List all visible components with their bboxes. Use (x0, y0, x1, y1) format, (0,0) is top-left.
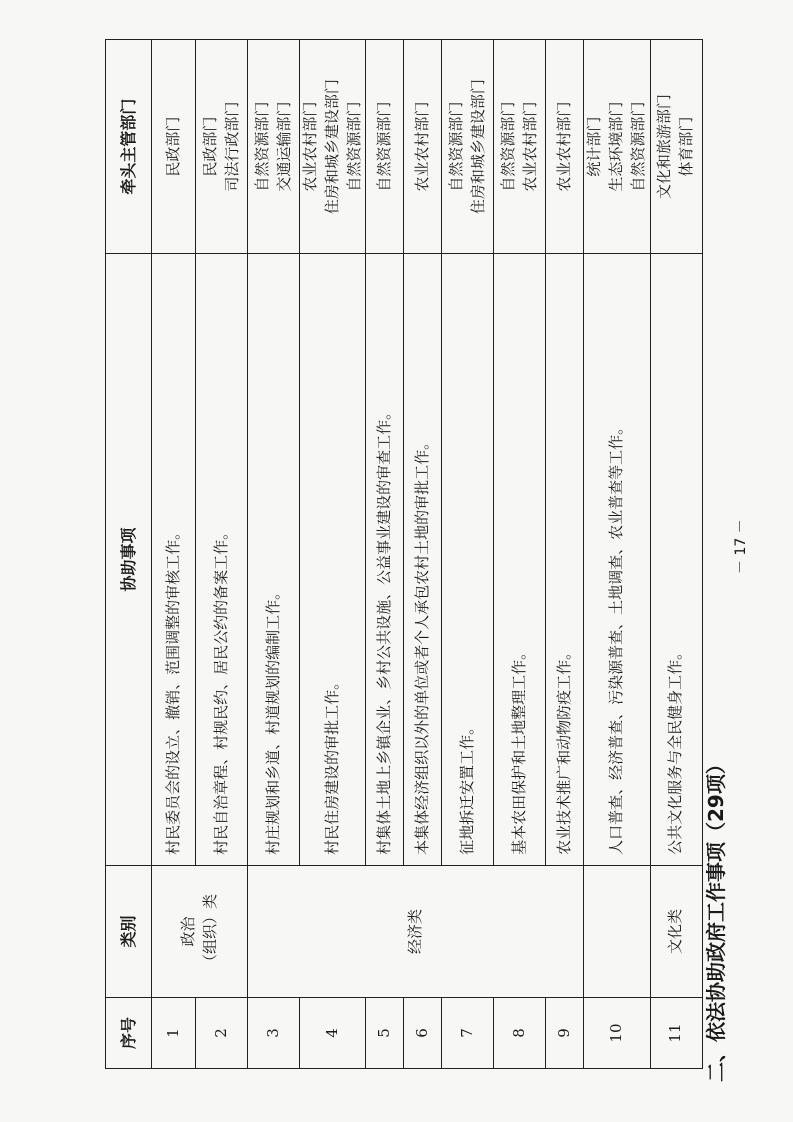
row-no: 4 (300, 998, 366, 1069)
row-item: 村集体土地上乡镇企业、乡村公共设施、公益事业建设的审查工作。 (366, 254, 404, 866)
row-dept (650, 40, 702, 254)
row-dept (152, 40, 196, 254)
dept-line: 住房和城乡建设部门 (322, 79, 341, 215)
row-no: 6 (404, 998, 442, 1069)
category-culture: 文化类 (650, 865, 702, 997)
row-item: 村民委员会的设立、撤销、范围调整的审核工作。 (152, 254, 196, 866)
header-category: 类别 (106, 865, 152, 997)
table-row (650, 40, 702, 1069)
row-no: 3 (248, 998, 300, 1069)
row-dept (494, 40, 546, 254)
row-no: 2 (196, 998, 248, 1069)
header-no: 序号 (106, 998, 152, 1069)
dept-line: 农业农村部门 (520, 101, 539, 192)
row-no: 8 (494, 998, 546, 1069)
dept-line: 体育部门 (677, 116, 695, 177)
row-dept (546, 40, 584, 254)
table-row (152, 40, 196, 1069)
category-label: （组织）类 (200, 893, 219, 969)
row-item: 村民住房建设的审批工作。 (300, 254, 366, 866)
row-item: 村庄规划和乡道、村道规划的编制工作。 (248, 254, 300, 866)
row-no: 5 (366, 998, 404, 1069)
dept-line: 统计部门 (585, 116, 604, 177)
row-dept (196, 40, 248, 254)
dept-line: 民政部门 (163, 116, 182, 177)
row-dept (300, 40, 366, 254)
dept-line: 农业农村部门 (301, 101, 319, 192)
dept-line: 自然资源部门 (252, 101, 271, 192)
table-row (584, 40, 650, 1069)
dept-line: 自然资源部门 (499, 101, 517, 192)
category-label: 政治 (178, 916, 197, 947)
row-item: 基本农田保护和土地整理工作。 (494, 254, 546, 866)
table-row (248, 40, 300, 1069)
category-politics (152, 865, 248, 997)
dept-line: 文化和旅游部门 (655, 94, 674, 200)
row-item: 公共文化服务与全民健身工作。 (650, 254, 702, 866)
row-dept (584, 40, 650, 254)
header-dept: 牵头主管部门 (106, 40, 152, 254)
dept-line: 自然资源部门 (628, 101, 647, 192)
row-item: 本集体经济组织以外的单位或者个人承包农村土地的审批工作。 (404, 254, 442, 866)
category-empty (584, 865, 650, 997)
row-dept (366, 40, 404, 254)
row-no: 1 (152, 998, 196, 1069)
row-item: 村民自治章程、村规民约、居民公约的备案工作。 (196, 254, 248, 866)
row-no: 10 (584, 998, 650, 1069)
dept-line: 农业农村部门 (412, 101, 431, 192)
assistance-items-table (105, 39, 703, 1069)
dept-line: 自然资源部门 (344, 101, 363, 192)
row-item: 人口普查、经济普查、污染源普查、土地调查、农业普查等工作。 (584, 254, 650, 866)
dept-line: 农业农村部门 (554, 101, 573, 192)
dept-line: 自然资源部门 (374, 101, 393, 192)
row-dept (442, 40, 494, 254)
row-no: 9 (546, 998, 584, 1069)
row-item: 征地拆迁安置工作。 (442, 254, 494, 866)
dept-line: 交通运输部门 (274, 101, 293, 192)
row-dept (248, 40, 300, 254)
row-item: 农业技术推广和动物防疫工作。 (546, 254, 584, 866)
page-number: － 17 － (733, 519, 749, 574)
dept-line: 自然资源部门 (447, 101, 465, 192)
category-economy: 经济类 (248, 865, 584, 997)
row-no: 11 (650, 998, 702, 1069)
dept-line: 司法行政部门 (222, 101, 241, 192)
row-dept (404, 40, 442, 254)
dept-line: 住房和城乡建设部门 (468, 79, 487, 215)
table-header-row (106, 40, 152, 1069)
row-no: 7 (442, 998, 494, 1069)
section-title: 二、依法协助政府工作事项（29项） (704, 754, 728, 1082)
header-item: 协助事项 (106, 254, 152, 866)
dept-line: 民政部门 (200, 116, 219, 177)
dept-line: 生态环境部门 (607, 101, 625, 192)
